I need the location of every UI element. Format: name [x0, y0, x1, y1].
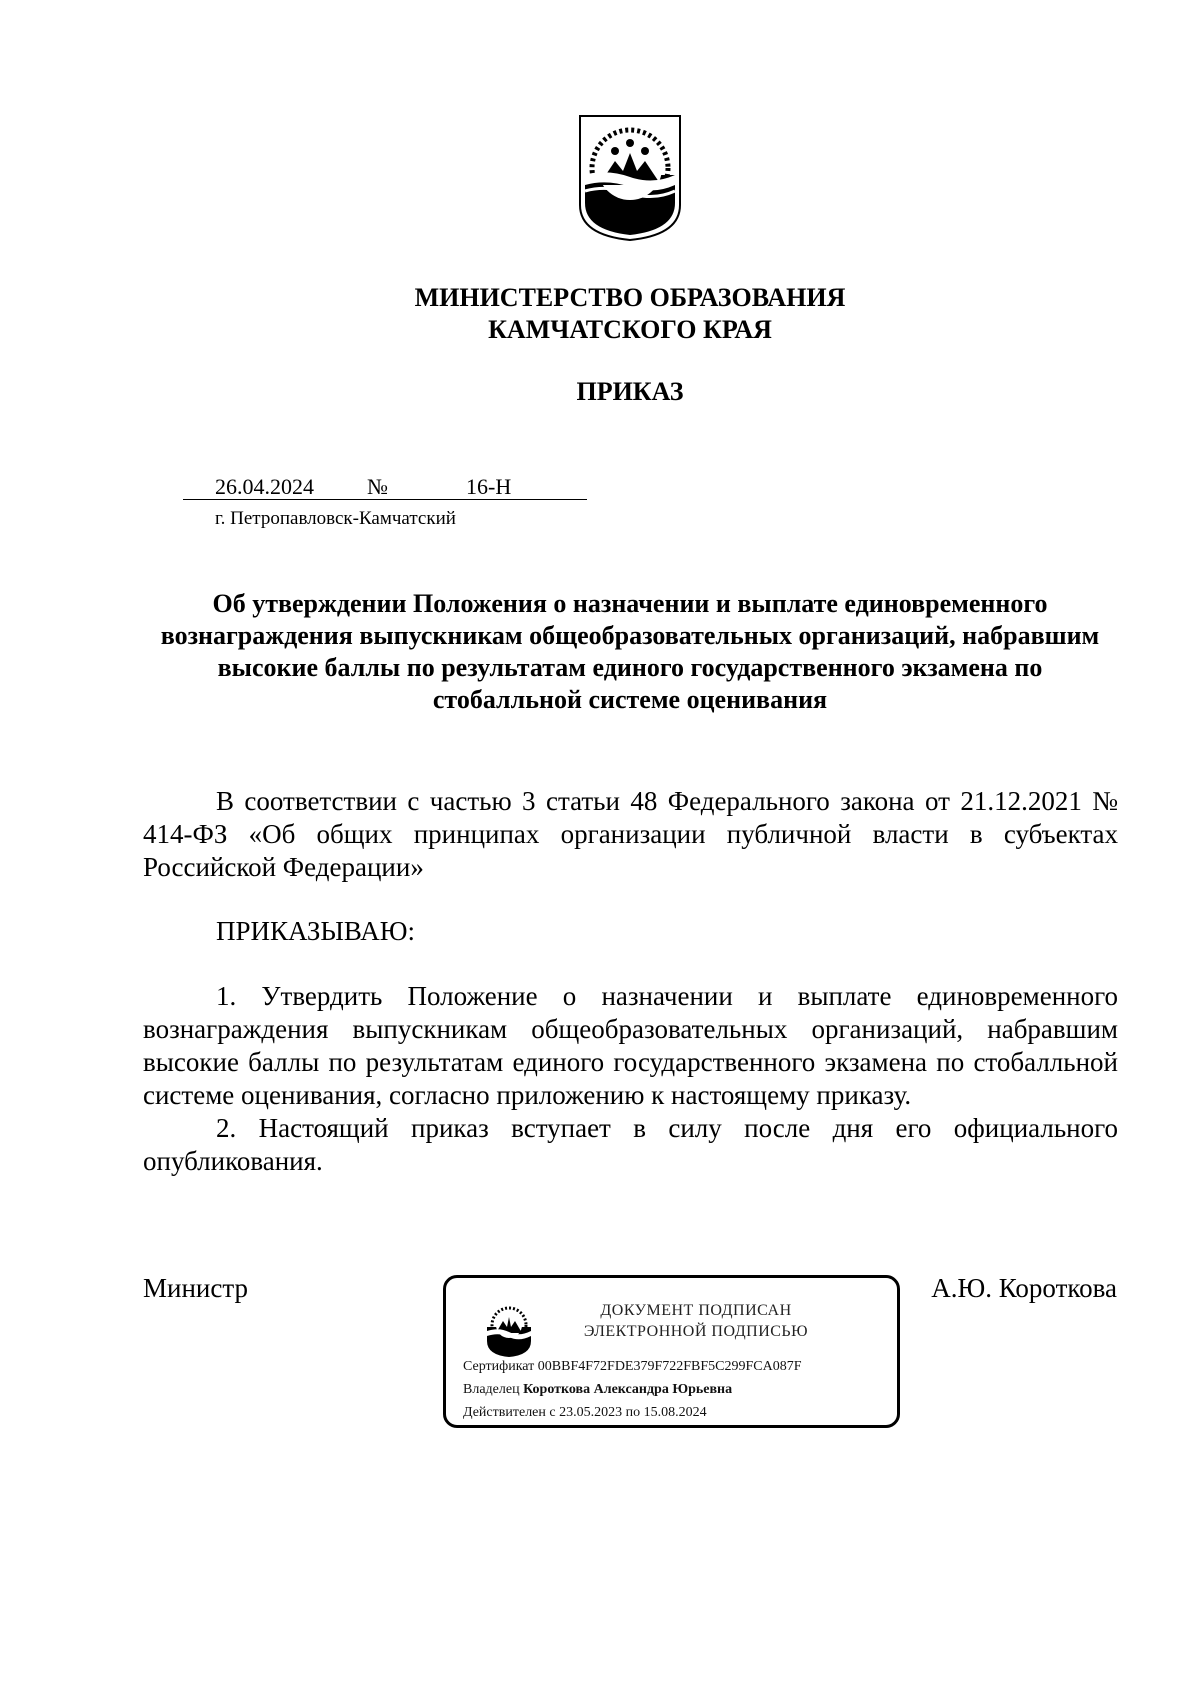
stamp-heading-line1: ДОКУМЕНТ ПОДПИСАН [600, 1302, 792, 1319]
valid-label: Действителен с [463, 1405, 556, 1420]
order-word: ПРИКАЗЫВАЮ: [216, 916, 415, 946]
ministry-name-line2: КАМЧАТСКОГО КРАЯ [488, 315, 772, 344]
city: г. Петропавловск-Камчатский [215, 508, 456, 529]
signer-position: Министр [143, 1273, 248, 1303]
order-date: 26.04.2024 [215, 474, 314, 499]
stamp-owner [463, 1382, 732, 1398]
document-type: ПРИКАЗ [576, 377, 684, 406]
certificate-value: 00BBF4F72FDE379F722FBF5C299FCA087F [537, 1359, 802, 1374]
order-title: Об утверждении Положения о назначении и выплате единовременного вознаграждения выпускникам общеобразовательных организаций, набравшим высокие баллы по результатам единого государственного экзамена по стобалльной системе оценивания [160, 589, 1100, 714]
certificate-label: Сертификат [463, 1359, 535, 1374]
ministry-name-line1: МИНИСТЕРСТВО ОБРАЗОВАНИЯ [414, 283, 846, 312]
coat-of-arms-emblem [577, 113, 683, 242]
order-number: 16-Н [466, 474, 512, 499]
valid-to: 15.08.2024 [643, 1405, 707, 1420]
stamp-emblem-icon [485, 1301, 533, 1359]
valid-from: 23.05.2023 [559, 1405, 623, 1420]
basis-paragraph: В соответствии с частью 3 статьи 48 Федерального закона от 21.12.2021 № 414-ФЗ «Об общих принципах организации публичной власти в субъектах Российской Федерации» [143, 786, 1118, 882]
stamp-validity [463, 1405, 707, 1421]
stamp-heading-line2: ЭЛЕКТРОННОЙ ПОДПИСЬЮ [583, 1323, 809, 1340]
owner-label: Владелец [463, 1382, 520, 1397]
number-sign: № [367, 474, 388, 499]
signer-name: А.Ю. Короткова [931, 1273, 1117, 1303]
order-item-1: 1. Утвердить Положение о назначении и выплате единовременного вознаграждения выпускникам общеобразовательных организаций, набравшим высокие баллы по результатам единого государственного экзамена по стобалльной системе оценивания, согласно приложению к настоящему приказу. [143, 981, 1118, 1110]
stamp-certificate [463, 1359, 802, 1375]
owner-value: Короткова Александра Юрьевна [523, 1382, 733, 1397]
electronic-signature-stamp [443, 1275, 900, 1428]
valid-to-label: по [625, 1405, 641, 1420]
requisites-underline [183, 499, 587, 500]
order-item-2: 2. Настоящий приказ вступает в силу после дня его официального опубликования. [143, 1113, 1118, 1176]
